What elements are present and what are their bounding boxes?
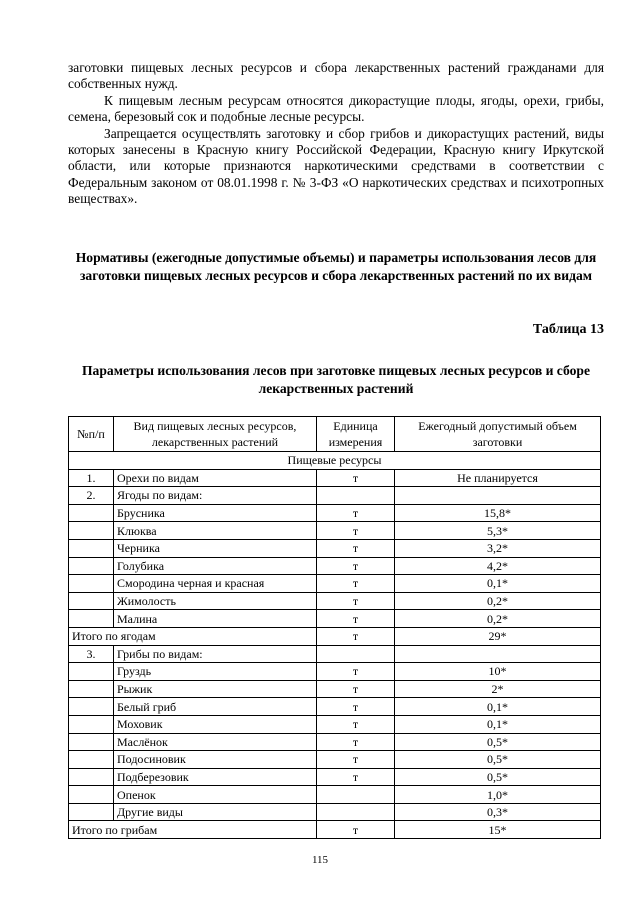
- row-volume: 0,5*: [395, 733, 601, 751]
- intro-text: [68, 60, 604, 208]
- row-number: [69, 733, 114, 751]
- row-resource-name: Подберезовик: [114, 768, 317, 786]
- subtotal-label: Итого по грибам: [69, 821, 317, 839]
- row-number: [69, 592, 114, 610]
- row-number: [69, 786, 114, 804]
- table-number: Таблица 13: [532, 322, 604, 337]
- row-volume: 4,2*: [395, 557, 601, 575]
- row-volume: [395, 645, 601, 663]
- table-header-row: [69, 417, 601, 452]
- row-number: [69, 680, 114, 698]
- row-unit: [317, 645, 395, 663]
- subtotal-unit: т: [317, 627, 395, 645]
- row-unit: [317, 786, 395, 804]
- row-number: [69, 768, 114, 786]
- table-title: Параметры использования лесов при заготовке пищевых лесных ресурсов и сборе лекарственных растений: [81, 363, 591, 396]
- row-unit: т: [317, 575, 395, 593]
- table-row: [69, 539, 601, 557]
- row-unit: т: [317, 610, 395, 628]
- row-volume: 0,2*: [395, 592, 601, 610]
- row-unit: т: [317, 698, 395, 716]
- subtotal-label: Итого по ягодам: [69, 627, 317, 645]
- row-volume: 0,1*: [395, 575, 601, 593]
- row-volume: [395, 487, 601, 505]
- table-row: [69, 592, 601, 610]
- row-unit: т: [317, 469, 395, 487]
- table-row: [69, 715, 601, 733]
- header-resource-type: Вид пищевых лесных ресурсов, лекарственных растений: [114, 417, 317, 452]
- row-volume: 5,3*: [395, 522, 601, 540]
- table-row: [69, 663, 601, 681]
- row-number: [69, 557, 114, 575]
- subtotal-unit: т: [317, 821, 395, 839]
- row-number: 3.: [69, 645, 114, 663]
- row-number: 1.: [69, 469, 114, 487]
- row-volume: 0,1*: [395, 715, 601, 733]
- row-unit: т: [317, 733, 395, 751]
- row-resource-name: Груздь: [114, 663, 317, 681]
- row-volume: 0,5*: [395, 768, 601, 786]
- table-row: [69, 645, 601, 663]
- row-number: [69, 698, 114, 716]
- row-volume: 0,2*: [395, 610, 601, 628]
- table-row: [69, 504, 601, 522]
- row-resource-name: Белый гриб: [114, 698, 317, 716]
- subtotal-value: 15*: [395, 821, 601, 839]
- row-volume: 3,2*: [395, 539, 601, 557]
- row-resource-name: Подосиновик: [114, 751, 317, 769]
- row-resource-name: Жимолость: [114, 592, 317, 610]
- table-row: [69, 803, 601, 821]
- row-unit: т: [317, 715, 395, 733]
- paragraph: заготовки пищевых лесных ресурсов и сбора лекарственных растений гражданами для собственных нужд.: [68, 60, 604, 92]
- header-annual-volume: Ежегодный допустимый объем заготовки: [395, 417, 601, 452]
- subtotal-row: [69, 627, 601, 645]
- table-row: [69, 751, 601, 769]
- row-number: [69, 610, 114, 628]
- row-number: [69, 539, 114, 557]
- row-number: [69, 715, 114, 733]
- row-resource-name: Другие виды: [114, 803, 317, 821]
- row-resource-name: Моховик: [114, 715, 317, 733]
- section-row: [69, 452, 601, 470]
- row-unit: т: [317, 768, 395, 786]
- row-volume: 0,3*: [395, 803, 601, 821]
- row-volume: 1,0*: [395, 786, 601, 804]
- table-row: [69, 768, 601, 786]
- table-row: [69, 487, 601, 505]
- row-volume: 15,8*: [395, 504, 601, 522]
- row-resource-name: Ягоды по видам:: [114, 487, 317, 505]
- header-num: №п/п: [69, 417, 114, 452]
- header-unit: Единица измерения: [317, 417, 395, 452]
- page-number: 115: [311, 854, 329, 866]
- row-unit: т: [317, 751, 395, 769]
- subtotal-value: 29*: [395, 627, 601, 645]
- row-number: 2.: [69, 487, 114, 505]
- paragraph: Запрещается осуществлять заготовку и сбор грибов и дикорастущих растений, виды которых занесены в Красную книгу Российской Федерации, Красную книгу Иркутской области, или которые признаются наркотическими средствами в соответствии с Федеральным законом от 08.01.1998 г. № 3-ФЗ «О наркотических средствах и психотропных веществах».: [68, 125, 604, 207]
- table-row: [69, 698, 601, 716]
- row-unit: [317, 487, 395, 505]
- row-unit: т: [317, 592, 395, 610]
- row-volume: 0,5*: [395, 751, 601, 769]
- table-row: [69, 680, 601, 698]
- table-row: [69, 610, 601, 628]
- row-number: [69, 663, 114, 681]
- row-resource-name: Грибы по видам:: [114, 645, 317, 663]
- table-row: [69, 557, 601, 575]
- row-volume: Не планируется: [395, 469, 601, 487]
- row-resource-name: Голубика: [114, 557, 317, 575]
- table-row: [69, 733, 601, 751]
- table-row: [69, 575, 601, 593]
- row-unit: т: [317, 522, 395, 540]
- paragraph: К пищевым лесным ресурсам относятся дикорастущие плоды, ягоды, орехи, грибы, семена, березовый сок и подобные лесные ресурсы.: [68, 92, 604, 125]
- row-unit: т: [317, 663, 395, 681]
- row-resource-name: Орехи по видам: [114, 469, 317, 487]
- row-unit: т: [317, 557, 395, 575]
- section-title: Пищевые ресурсы: [69, 452, 601, 470]
- row-resource-name: Брусника: [114, 504, 317, 522]
- row-unit: [317, 803, 395, 821]
- section-heading: Нормативы (ежегодные допустимые объемы) и параметры использования лесов для заготовки пищевых лесных ресурсов и сбора лекарственных растений по их видам: [75, 250, 597, 283]
- row-resource-name: Опенок: [114, 786, 317, 804]
- row-resource-name: Маслёнок: [114, 733, 317, 751]
- row-volume: 10*: [395, 663, 601, 681]
- row-volume: 0,1*: [395, 698, 601, 716]
- row-resource-name: Черника: [114, 539, 317, 557]
- row-unit: т: [317, 539, 395, 557]
- row-resource-name: Клюква: [114, 522, 317, 540]
- row-number: [69, 803, 114, 821]
- row-resource-name: Рыжик: [114, 680, 317, 698]
- table-row: [69, 469, 601, 487]
- row-resource-name: Смородина черная и красная: [114, 575, 317, 593]
- row-number: [69, 751, 114, 769]
- row-unit: т: [317, 504, 395, 522]
- table-row: [69, 786, 601, 804]
- row-volume: 2*: [395, 680, 601, 698]
- resources-table: [68, 416, 601, 839]
- row-unit: т: [317, 680, 395, 698]
- row-number: [69, 575, 114, 593]
- row-number: [69, 504, 114, 522]
- table-row: [69, 522, 601, 540]
- row-resource-name: Малина: [114, 610, 317, 628]
- row-number: [69, 522, 114, 540]
- subtotal-row: [69, 821, 601, 839]
